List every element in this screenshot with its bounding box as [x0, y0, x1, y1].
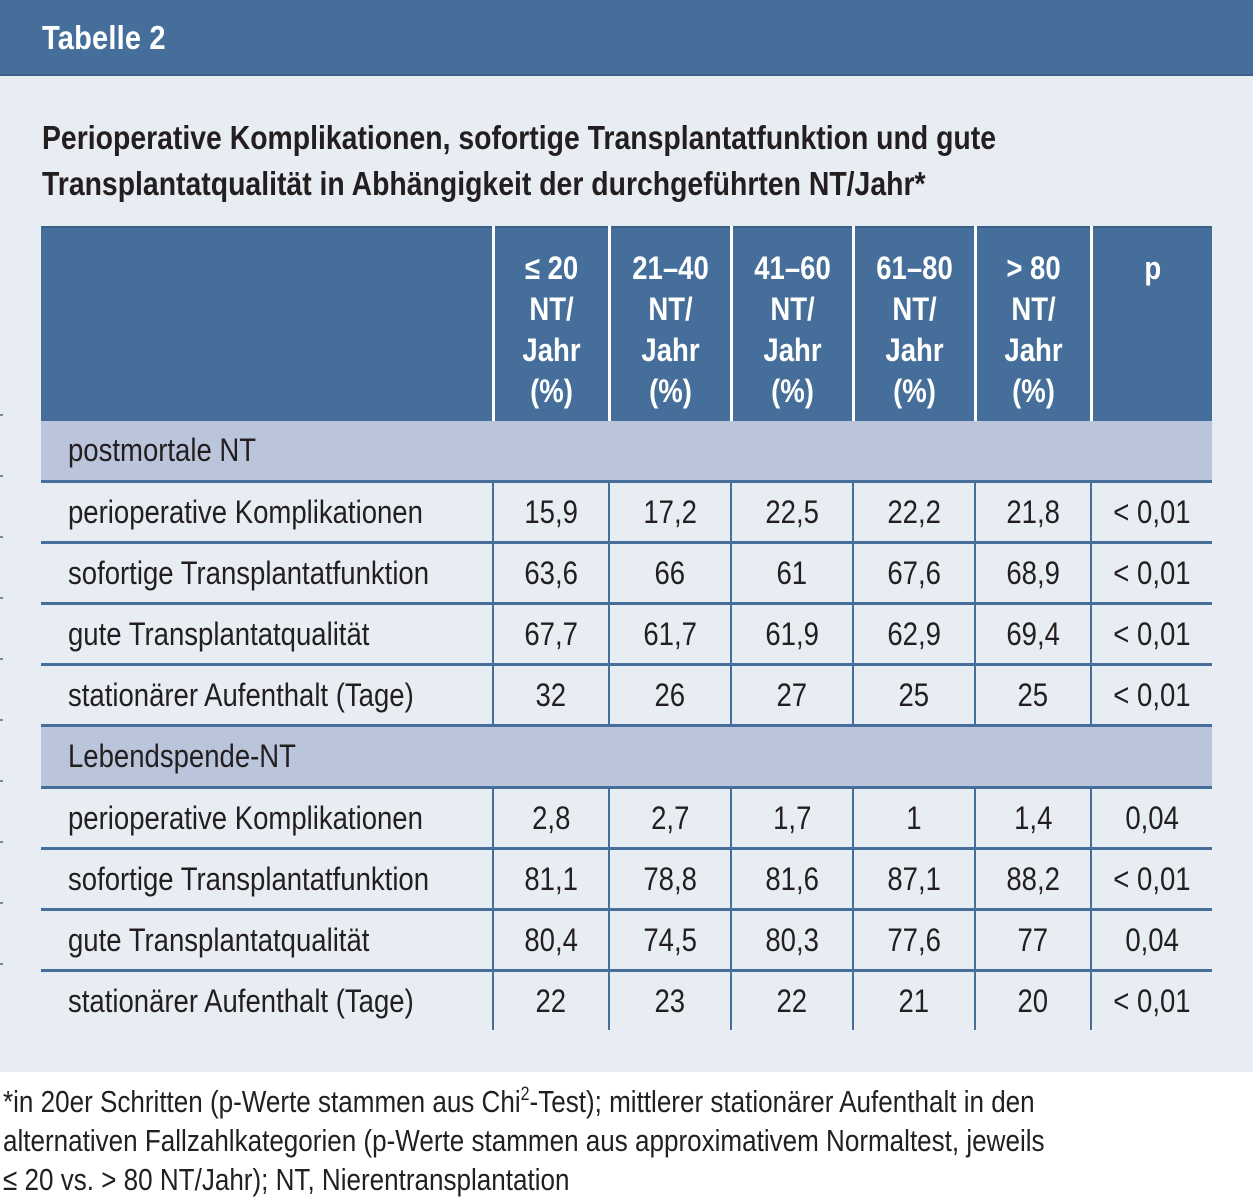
table-cell: 2,8	[531, 799, 571, 836]
header-row-label-cell	[41, 227, 493, 421]
footnote-line-2: alternativen Fallzahlkategorien (p-Werte stammen aus approximativem Normaltest, jeweils	[3, 1123, 1045, 1158]
table-cell: 21	[898, 982, 930, 1019]
section-row-postmortal	[41, 421, 1212, 482]
p-value-cell: 0,04	[1125, 799, 1179, 836]
p-value-cell: < 0,01	[1113, 982, 1191, 1019]
table-cell: 21,8	[1006, 493, 1060, 530]
table-cell: 22	[535, 982, 567, 1019]
p-value-cell: < 0,01	[1113, 615, 1191, 652]
table-cell: 80,3	[765, 921, 819, 958]
p-value-cell: < 0,01	[1113, 493, 1191, 530]
table-row	[41, 665, 1212, 726]
section-row-lebendspende	[41, 726, 1212, 788]
table-cell: 20	[1017, 982, 1049, 1019]
table-cell: 22,5	[765, 493, 819, 530]
table-heading-line-2: Transplantatqualität in Abhängigkeit der durchgeführten NT/Jahr*	[42, 165, 926, 202]
table-cell: 68,9	[1006, 554, 1060, 591]
data-table	[41, 226, 1212, 1030]
table-cell: 1,4	[1013, 799, 1053, 836]
table-row	[41, 788, 1212, 849]
table-cell: 2,7	[650, 799, 690, 836]
table-cell: 25	[898, 676, 930, 713]
table-row	[41, 849, 1212, 910]
table-cell: 63,6	[524, 554, 578, 591]
row-label: sofortige Transplantatfunktion	[68, 554, 430, 591]
table-row	[41, 543, 1212, 604]
table-cell: 74,5	[643, 921, 697, 958]
table-cell: 62,9	[887, 615, 941, 652]
table-row	[41, 971, 1212, 1031]
header-col-p: p	[1091, 227, 1212, 421]
section-title: postmortale NT	[68, 432, 257, 468]
table-heading-line-1: Perioperative Komplikationen, sofortige Transplantatfunktion und gute	[42, 119, 996, 156]
table-cell: 15,9	[524, 493, 578, 530]
row-label: perioperative Komplikationen	[68, 799, 423, 836]
table-row	[41, 482, 1212, 543]
header-col-le20: ≤ 20 NT/ Jahr (%)	[493, 227, 609, 421]
table-cell: 81,1	[524, 860, 578, 897]
table-cell: 77,6	[887, 921, 941, 958]
p-value-cell: < 0,01	[1113, 676, 1191, 713]
table-cell: 61	[776, 554, 808, 591]
footnote-line-1: *in 20er Schritten (p-Werte stammen aus Chi$^2$-Test); mittlerer stationärer Aufenthalt in den	[3, 1084, 1035, 1119]
section-title: Lebendspende-NT	[68, 738, 296, 774]
table-cell: 1	[906, 799, 922, 836]
header-col-41-60: 41–60 NT/ Jahr (%)	[731, 227, 853, 421]
header-col-61-80: 61–80 NT/ Jahr (%)	[853, 227, 975, 421]
table-cell: 67,6	[887, 554, 941, 591]
table-row	[41, 910, 1212, 971]
table-label-bar	[0, 0, 1253, 76]
table-cell: 25	[1017, 676, 1049, 713]
table-cell: 77	[1017, 921, 1049, 958]
p-value-cell: 0,04	[1125, 921, 1179, 958]
table-cell: 27	[776, 676, 808, 713]
table-cell: 1,7	[772, 799, 812, 836]
table-cell: 80,4	[524, 921, 578, 958]
row-label: sofortige Transplantatfunktion	[68, 860, 430, 897]
header-col-21-40: 21–40 NT/ Jahr (%)	[609, 227, 731, 421]
table-cell: 67,7	[524, 615, 578, 652]
table-label: Tabelle 2	[42, 19, 166, 56]
row-label: stationärer Aufenthalt (Tage)	[68, 982, 414, 1019]
table-cell: 88,2	[1006, 860, 1060, 897]
table-footnote	[3, 1082, 1253, 1199]
table-cell: 87,1	[887, 860, 941, 897]
table-cell: 32	[535, 676, 567, 713]
table-cell: 69,4	[1006, 615, 1060, 652]
table-cell: 17,2	[643, 493, 697, 530]
table-cell: 66	[654, 554, 686, 591]
table-header-row	[41, 227, 1212, 421]
table-cell: 23	[654, 982, 686, 1019]
table-cell: 61,7	[643, 615, 697, 652]
table-row	[41, 604, 1212, 665]
left-edge-ticks	[0, 400, 3, 1000]
table-cell: 22	[776, 982, 808, 1019]
p-value-cell: < 0,01	[1113, 860, 1191, 897]
table-cell: 61,9	[765, 615, 819, 652]
row-label: stationärer Aufenthalt (Tage)	[68, 676, 414, 713]
table-cell: 26	[654, 676, 686, 713]
row-label: gute Transplantatqualität	[68, 921, 370, 958]
table-cell: 78,8	[643, 860, 697, 897]
p-value-cell: < 0,01	[1113, 554, 1191, 591]
table-cell: 81,6	[765, 860, 819, 897]
footnote-line-3: ≤ 20 vs. > 80 NT/Jahr); NT, Nierentransplantation	[3, 1162, 570, 1197]
table-heading	[42, 115, 1246, 207]
header-col-gt80: > 80 NT/ Jahr (%)	[975, 227, 1091, 421]
row-label: gute Transplantatqualität	[68, 615, 370, 652]
table-cell: 22,2	[887, 493, 941, 530]
row-label: perioperative Komplikationen	[68, 493, 423, 530]
